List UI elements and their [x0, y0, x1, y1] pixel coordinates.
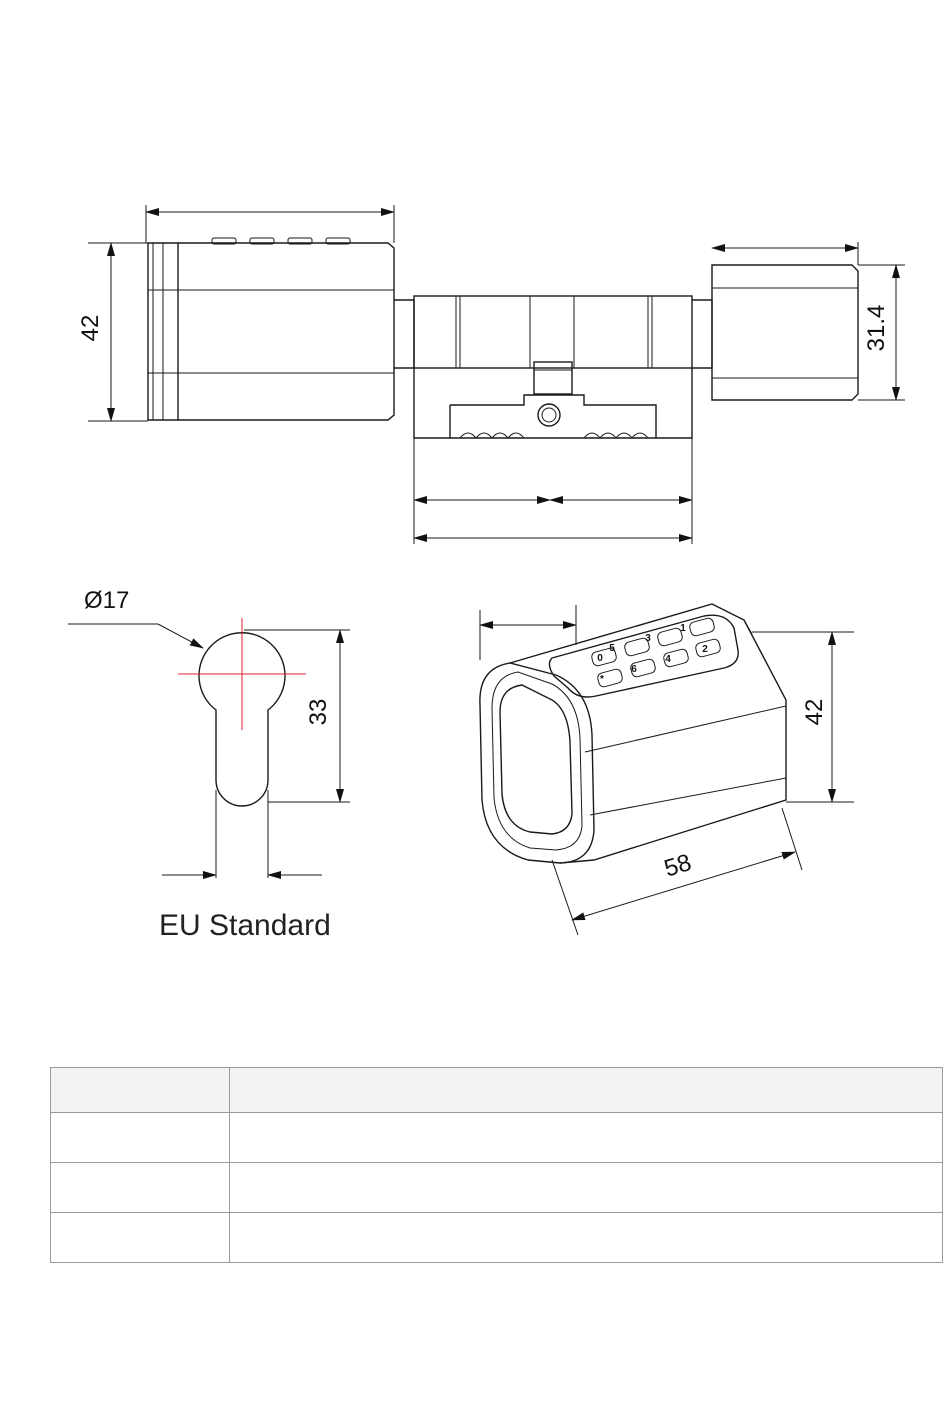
key-4: 4 — [665, 654, 671, 665]
table-cell — [230, 1213, 943, 1263]
dim-knob-width — [712, 242, 858, 265]
spec-table — [50, 1067, 943, 1263]
table-row — [51, 1113, 943, 1163]
iso-length-label: 58 — [661, 849, 695, 883]
standard-caption: EU Standard — [159, 909, 331, 942]
table-row — [51, 1213, 943, 1263]
dim-knob-height — [858, 265, 905, 400]
key-0: 0 — [597, 653, 603, 664]
keypad — [549, 615, 738, 697]
key-1: 1 — [680, 623, 686, 634]
table-cell — [51, 1213, 230, 1263]
keyhole-diameter-label: Ø17 — [84, 587, 130, 614]
table-row — [51, 1163, 943, 1213]
table-header-row — [51, 1068, 943, 1113]
keypad-keys — [591, 617, 722, 688]
side-view — [77, 205, 905, 544]
key-6: 6 — [631, 664, 637, 675]
side-height-label: 42 — [77, 314, 104, 342]
dim-side-height — [77, 243, 148, 421]
table-header-cell — [51, 1068, 230, 1113]
table-cell — [51, 1163, 230, 1213]
key-5: 5 — [609, 643, 615, 654]
keyhole-height-label: 33 — [305, 698, 332, 726]
dim-cylinder-length — [414, 438, 692, 544]
table-header-cell — [230, 1068, 943, 1113]
knob-height-label: 31.4 — [863, 304, 890, 352]
cylinder-body — [394, 296, 712, 438]
iso-height-label: 42 — [801, 698, 828, 726]
keyhole-profile — [68, 587, 350, 942]
table-cell — [230, 1163, 943, 1213]
key-3: 3 — [645, 633, 651, 644]
keypad-housing — [148, 238, 394, 420]
isometric-view — [480, 604, 854, 935]
thumb-knob — [712, 265, 858, 400]
key-2: 2 — [702, 644, 708, 655]
table-cell — [230, 1113, 943, 1163]
table-cell — [51, 1113, 230, 1163]
key-star: * — [600, 674, 604, 685]
dim-housing-width — [146, 205, 394, 243]
